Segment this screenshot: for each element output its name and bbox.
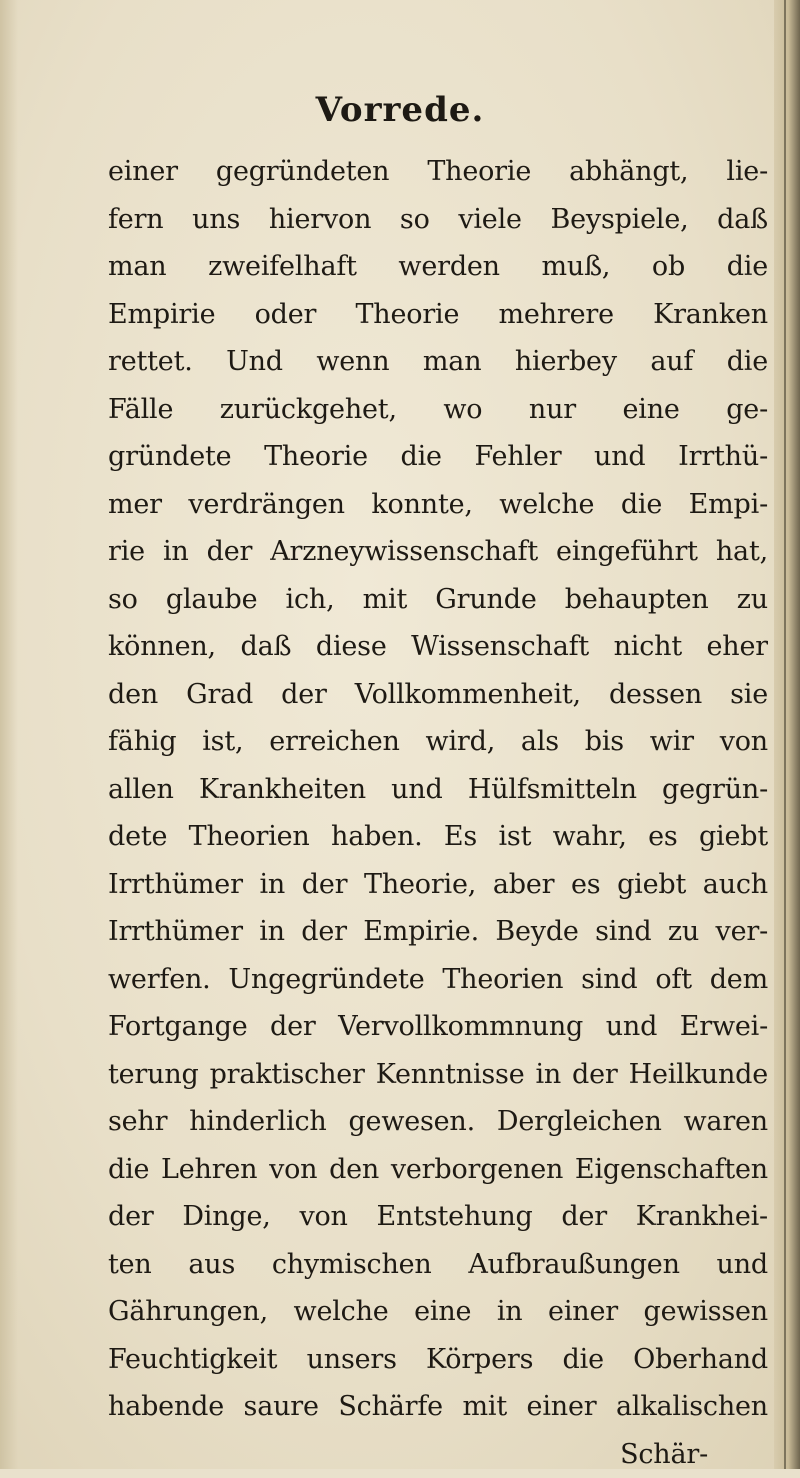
running-head: Vorrede. (0, 90, 800, 130)
page-left-shadow (0, 0, 18, 1469)
catchword: Schär- (108, 1431, 768, 1478)
text-line: die Lehren von den verborgenen Eigenschaften (108, 1146, 768, 1194)
text-line: einer gegründeten Theorie abhängt, lie- (108, 148, 768, 196)
text-line: Irrthümer in der Empirie. Beyde sind zu ver- (108, 908, 768, 956)
text-line: können, daß diese Wissenschaft nicht eher (108, 623, 768, 671)
text-line: der Dinge, von Entstehung der Krankhei- (108, 1193, 768, 1241)
text-line: dete Theorien haben. Es ist wahr, es giebt (108, 813, 768, 861)
text-line: Feuchtigkeit unsers Körpers die Oberhand (108, 1336, 768, 1384)
text-line: fähig ist, erreichen wird, als bis wir von (108, 718, 768, 766)
text-line: fern uns hiervon so viele Beyspiele, daß (108, 196, 768, 244)
text-line: Irrthümer in der Theorie, aber es giebt auch (108, 861, 768, 909)
text-line: terung praktischer Kenntnisse in der Heilkunde (108, 1051, 768, 1099)
text-line: den Grad der Vollkommenheit, dessen sie (108, 671, 768, 719)
text-line: so glaube ich, mit Grunde behaupten zu (108, 576, 768, 624)
text-line: Fortgange der Vervollkommnung und Erwei- (108, 1003, 768, 1051)
text-line: Fälle zurückgehet, wo nur eine ge- (108, 386, 768, 434)
text-line: Gährungen, welche eine in einer gewissen (108, 1288, 768, 1336)
text-line: mer verdrängen konnte, welche die Empi- (108, 481, 768, 529)
text-line: Empirie oder Theorie mehrere Kranken (108, 291, 768, 339)
text-line: werfen. Ungegründete Theorien sind oft dem (108, 956, 768, 1004)
text-line: rettet. Und wenn man hierbey auf die (108, 338, 768, 386)
body-text (108, 148, 768, 1478)
text-line: habende saure Schärfe mit einer alkalischen (108, 1383, 768, 1431)
text-line: sehr hinderlich gewesen. Dergleichen waren (108, 1098, 768, 1146)
binding-line (784, 0, 786, 1469)
text-line: ten aus chymischen Aufbraußungen und (108, 1241, 768, 1289)
text-line: man zweifelhaft werden muß, ob die (108, 243, 768, 291)
text-line: gründete Theorie die Fehler und Irrthü- (108, 433, 768, 481)
page-right-edge (774, 0, 800, 1469)
text-line: rie in der Arzneywissenschaft eingeführt hat, (108, 528, 768, 576)
text-line: allen Krankheiten und Hülfsmitteln gegrün- (108, 766, 768, 814)
